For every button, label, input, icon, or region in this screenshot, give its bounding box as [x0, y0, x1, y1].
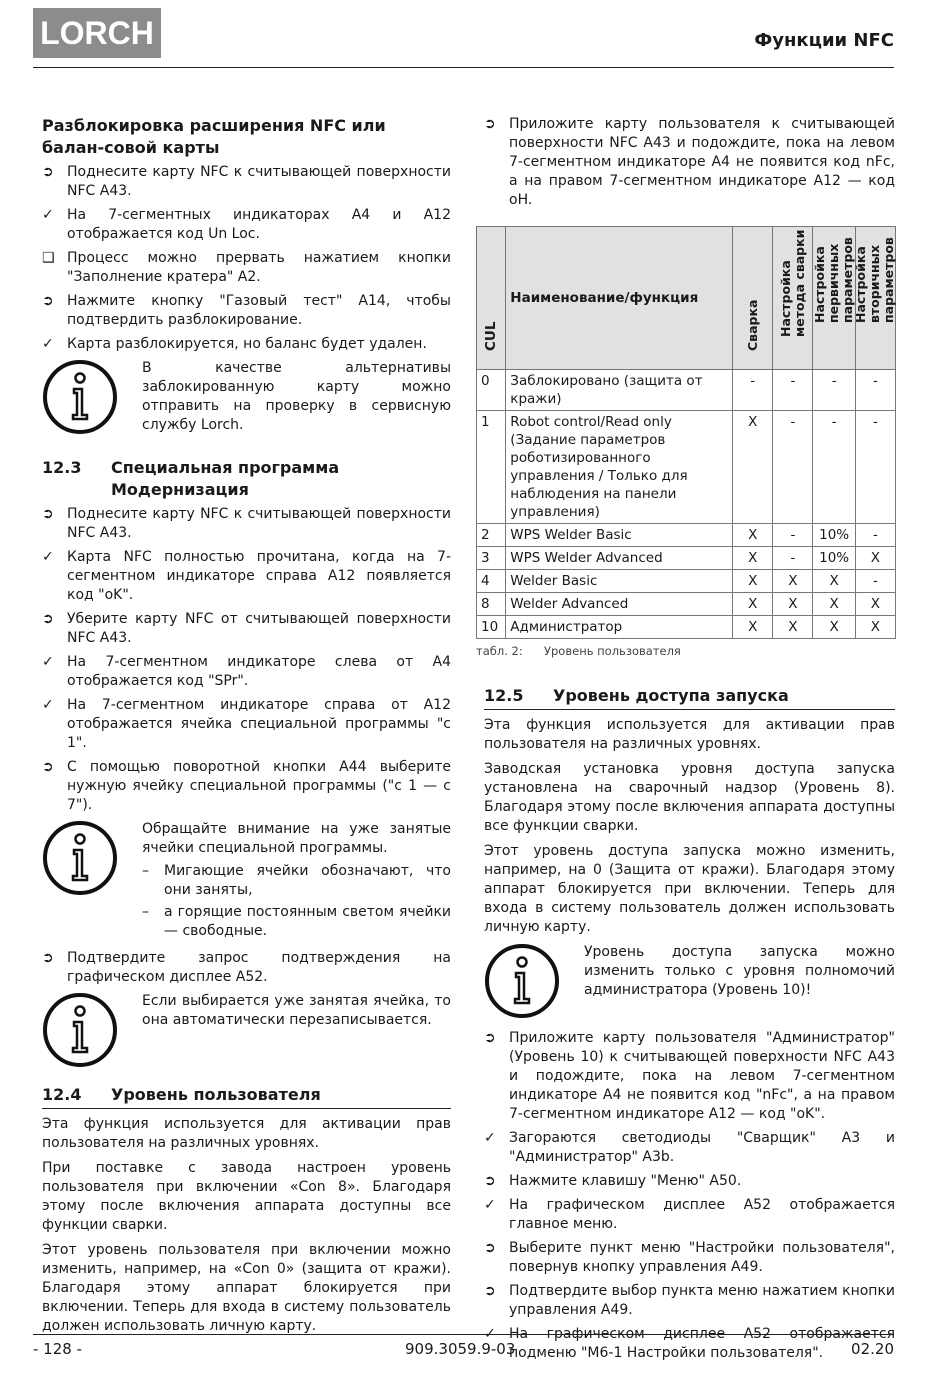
user-level-table [476, 226, 896, 639]
header-divider [33, 67, 894, 68]
dash-item: – Мигающие ячейки обозначают, что они заняты, [142, 863, 451, 898]
step-text: На 7-сегментных индикаторах A4 и A12 отображается код Un Loc. [67, 207, 451, 242]
step-text: На 7-сегментном индикаторе слева от A4 отображается код "SPr". [67, 654, 451, 689]
table-cell: Welder Advanced [506, 593, 733, 616]
table-cell: X [773, 593, 813, 616]
note-text: В качестве альтернативы заблокированную карту можно отправить на проверку в сервисную службу Lorch. [142, 360, 451, 433]
step-text: На графическом дисплее A52 отображается главное меню. [509, 1197, 895, 1232]
step-item [484, 1129, 895, 1167]
step-marker: ➲ [484, 1030, 496, 1046]
info-note-admin [484, 943, 895, 1021]
info-icon [42, 820, 118, 896]
info-icon [42, 359, 118, 435]
step-text: Подтвердите выбор пункта меню нажатием кнопки управления A49. [509, 1283, 895, 1318]
footer-divider [33, 1334, 894, 1335]
user-level-text [42, 1115, 451, 1336]
table-row [477, 547, 896, 570]
lorch-logo: LORCH [33, 8, 161, 58]
step-marker: ✓ [484, 1326, 496, 1342]
table-cell: Администратор [506, 616, 733, 639]
info-icon [484, 943, 560, 1019]
step-marker: ✓ [42, 549, 54, 565]
table-cell: X [733, 411, 773, 524]
table-cell: - [855, 524, 895, 547]
step-marker: ➲ [42, 293, 54, 309]
table-cell: - [855, 411, 895, 524]
table-cell: X [733, 547, 773, 570]
document-date: 02.20 [851, 1340, 894, 1358]
step-text: Загораются светодиоды "Сварщик" A3 и "Администратор" A3b. [509, 1130, 895, 1165]
section-heading-12-3: 12.3 Специальная программа Модернизация [42, 458, 340, 499]
step-item [42, 610, 451, 648]
right-column [476, 115, 897, 1368]
step-item [42, 335, 451, 354]
table-header-secondary: Настройка вторичных параметров [855, 227, 895, 370]
info-note-cells [42, 820, 451, 941]
info-note-overwrite [42, 992, 451, 1070]
step-marker: ✓ [42, 336, 54, 352]
table-cell: Robot control/Read only (Задание параметров роботизированного управления / Только для наблюдения на панели управления) [506, 411, 733, 524]
table-cell: X [733, 570, 773, 593]
step-marker: ➲ [42, 950, 54, 966]
table-cell: X [813, 570, 855, 593]
table-header-cul: CUL [477, 227, 506, 370]
step-item [484, 1282, 895, 1320]
paragraph: Этот уровень пользователя при включении можно изменить, например, на «Con 0» (защита от кражи). Благодаря этому аппарат блокируется при включении. Теперь для входа в систему пользователь должен использовать личную карту. [42, 1242, 451, 1334]
step-item [484, 1239, 895, 1277]
step-item [42, 548, 451, 605]
table-cell: WPS Welder Advanced [506, 547, 733, 570]
table-cell: - [733, 370, 773, 411]
step-item [42, 949, 451, 987]
step-marker: ✓ [42, 654, 54, 670]
info-icon [42, 992, 118, 1068]
step-item [484, 1196, 895, 1234]
table-cell: X [855, 616, 895, 639]
table-cell: 10% [813, 547, 855, 570]
step-item [42, 653, 451, 691]
step-marker: ✓ [484, 1197, 496, 1213]
step-marker: ✓ [484, 1130, 496, 1146]
step-text: Процесс можно прервать нажатием кнопки "Заполнение кратера" A2. [67, 250, 451, 285]
step-item [42, 758, 451, 815]
table-cell: X [813, 593, 855, 616]
table-cell: X [855, 547, 895, 570]
section-heading-12-4: 12.4 Уровень пользователя [42, 1085, 321, 1104]
table-cell: WPS Welder Basic [506, 524, 733, 547]
step-text: Карта NFC полностью прочитана, когда на 7-сегментном индикаторе справа A12 появляется код "oK". [67, 549, 451, 603]
document-number: 909.3059.9-03 [405, 1340, 516, 1358]
step-marker: ➲ [484, 1173, 496, 1189]
step-text: Нажмите клавишу "Меню" A50. [509, 1173, 742, 1189]
table-row [477, 411, 896, 524]
table-caption: табл. 2: Уровень пользователя [476, 644, 681, 658]
table-cell: - [773, 524, 813, 547]
special-program-steps [42, 505, 451, 815]
table-cell: Заблокировано (защита от кражи) [506, 370, 733, 411]
paragraph: Эта функция используется для активации прав пользователя на различных уровнях. [484, 717, 895, 752]
step-text: Поднесите карту NFC к считывающей поверхности NFC A43. [67, 164, 451, 199]
step-marker: ➲ [42, 759, 54, 775]
step-marker: ➲ [42, 164, 54, 180]
table-cell: - [855, 370, 895, 411]
step-text: С помощью поворотной кнопки A44 выберите нужную ячейку специальной программы ("с 1 — с 7"). [67, 759, 451, 813]
table-header-name: Наименование/функция [506, 227, 733, 370]
info-note [42, 359, 451, 437]
step-item [484, 1172, 895, 1191]
table-cell: X [773, 570, 813, 593]
step-item [42, 249, 451, 287]
step-item [42, 163, 451, 201]
page-title: Функции NFC [754, 30, 894, 51]
step-item [484, 1029, 895, 1124]
table-cell: - [813, 411, 855, 524]
table-row [477, 570, 896, 593]
table-cell: 4 [477, 570, 506, 593]
table-cell: 1 [477, 411, 506, 524]
step-marker: ➲ [484, 116, 496, 132]
access-level-text [484, 716, 895, 937]
table-row [477, 593, 896, 616]
section-heading-12-5: 12.5 Уровень доступа запуска [484, 686, 789, 705]
step-text: Выберите пункт меню "Настройки пользователя", повернув кнопку управления A49. [509, 1240, 895, 1275]
heading-underline [42, 1108, 451, 1109]
step-item [42, 696, 451, 753]
table-header-primary: Настройка первичных параметров [813, 227, 855, 370]
step-marker: ➲ [484, 1283, 496, 1299]
step-text: Поднесите карту NFC к считывающей поверхности NFC A43. [67, 506, 451, 541]
step-marker: ➲ [42, 506, 54, 522]
paragraph: Этот уровень доступа запуска можно изменить, например, на 0 (Защита от кражи). Благодаря этому аппарат блокируется при включении. Теперь для входа в систему пользователь должен использовать личную карту. [484, 843, 895, 935]
note-text: Уровень доступа запуска можно изменить только с уровня полномочий администратора (Уровень 10)! [584, 944, 895, 998]
step-text: Уберите карту NFC от считывающей поверхности NFC A43. [67, 611, 451, 646]
paragraph: Эта функция используется для активации прав пользователя на различных уровнях. [42, 1116, 451, 1151]
table-cell: X [733, 524, 773, 547]
step-item [484, 1325, 895, 1363]
table-cell: - [813, 370, 855, 411]
table-header-welding: Сварка [733, 227, 773, 370]
table-cell: X [773, 616, 813, 639]
table-cell: 0 [477, 370, 506, 411]
table-header-method: Настройка метода сварки [773, 227, 813, 370]
table-row [477, 370, 896, 411]
step-marker: ✓ [42, 697, 54, 713]
section-title-nfc-unlock: Разблокировка расширения NFC или балан-совой карты [42, 116, 386, 157]
step-marker: ❑ [42, 250, 55, 266]
step-text: Приложите карту пользователя "Администратор" (Уровень 10) к считывающей поверхности NFC A43 и подождите, пока на левом 7-сегментном индикаторе A4 не появится код "nFc", а на правом 7-сегментном индикаторе A12 — код "oK". [509, 1030, 895, 1122]
step-text: Подтвердите запрос подтверждения на графическом дисплее A52. [67, 950, 451, 985]
page-number: - 128 - [33, 1340, 82, 1358]
table-row [477, 616, 896, 639]
table-row [477, 524, 896, 547]
step-marker: ➲ [484, 1240, 496, 1256]
left-column [42, 115, 451, 1342]
step-text: Карта разблокируется, но баланс будет удален. [67, 336, 427, 352]
table-cell: 8 [477, 593, 506, 616]
step-text: Приложите карту пользователя к считывающей поверхности NFC A43 и подождите, пока на левом 7-сегментном индикаторе A4 не появится код nFc, а на правом 7-сегментном индикаторе A12 — код oH. [509, 116, 895, 208]
table-cell: X [733, 616, 773, 639]
step-marker: ➲ [42, 611, 54, 627]
table-cell: Welder Basic [506, 570, 733, 593]
step-text: На 7-сегментном индикаторе справа от A12 отображается ячейка специальной программы "с 1". [67, 697, 451, 751]
step-item [42, 292, 451, 330]
heading-underline [484, 709, 895, 710]
step-text: На графическом дисплее A52 отображается подменю "M6-1 Настройки пользователя". [509, 1326, 895, 1361]
table-cell: X [733, 593, 773, 616]
access-level-steps [484, 1029, 895, 1363]
table-cell: 10% [813, 524, 855, 547]
note-text: Если выбирается уже занятая ячейка, то она автоматически перезаписывается. [142, 993, 451, 1028]
step-item [42, 206, 451, 244]
table-cell: - [855, 570, 895, 593]
dash-item: – а горящие постоянным светом ячейки — свободные. [142, 904, 451, 939]
table-cell: 3 [477, 547, 506, 570]
step-marker: ✓ [42, 207, 54, 223]
step-text: Нажмите кнопку "Газовый тест" A14, чтобы подтвердить разблокирование. [67, 293, 451, 328]
table-cell: - [773, 411, 813, 524]
table-cell: 10 [477, 616, 506, 639]
step-item [42, 505, 451, 543]
table-cell: X [855, 593, 895, 616]
nfc-unlock-steps [42, 163, 451, 354]
paragraph: При поставке с завода настроен уровень пользователя при включении «Con 8». Благодаря этому после включения аппарата доступны все функции сварки. [42, 1160, 451, 1233]
table-cell: - [773, 370, 813, 411]
note-text: Обращайте внимание на уже занятые ячейки специальной программы. [142, 821, 451, 856]
paragraph: Заводская установка уровня доступа запуска установлена на сварочный надзор (Уровень 8). Благодаря этому после включения аппарата доступны все функции сварки. [484, 761, 895, 834]
table-cell: X [813, 616, 855, 639]
table-cell: - [773, 547, 813, 570]
table-cell: 2 [477, 524, 506, 547]
